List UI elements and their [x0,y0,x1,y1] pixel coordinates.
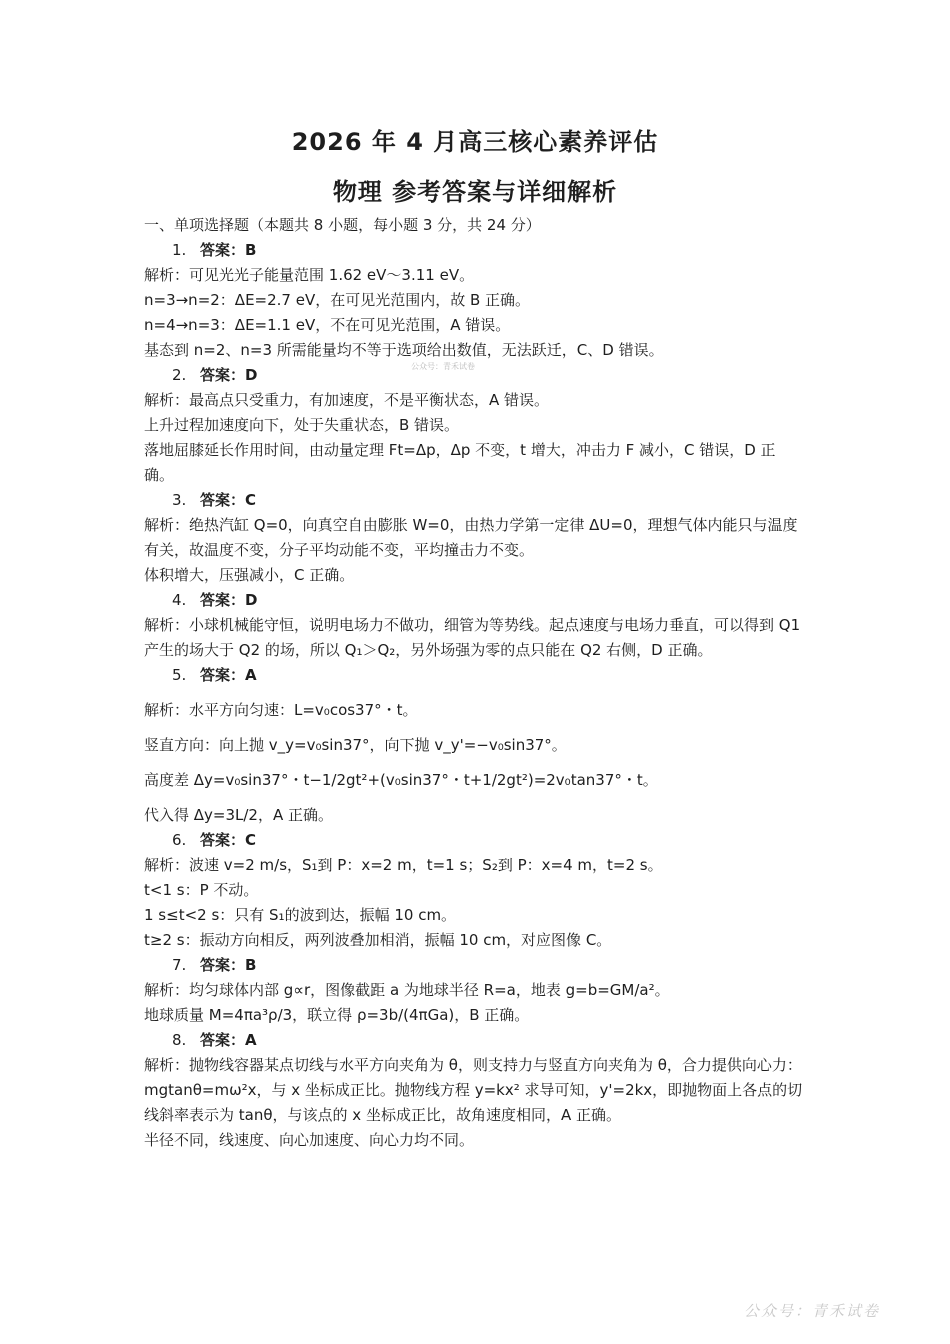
explanation-line: 上升过程加速度向下，处于失重状态，B 错误。 [144,416,460,434]
answer-label: 答案：D [200,591,258,609]
explanation-line: 解析：水平方向匀速：L=v₀cos37°・t。 [144,701,418,719]
explanation-line: 半径不同，线速度、向心加速度、向心力均不同。 [144,1131,475,1149]
answer-line-q7 [144,953,804,978]
explanation-line: 代入得 Δy=3L/2，A 正确。 [144,806,334,824]
answer-label: 答案：C [200,491,257,509]
answer-line-q3 [144,488,804,513]
answer-line-q6 [144,828,804,853]
question-number: 2. [172,366,187,384]
answer-line-q5 [144,663,804,688]
explanation-line: 基态到 n=2、n=3 所需能量均不等于选项给出数值，无法跃迁，C、D 错误。 [144,341,664,359]
explanation-line: 解析：可见光光子能量范围 1.62 eV～3.11 eV。 [144,266,475,284]
explanation-line: 体积增大，压强减小，C 正确。 [144,566,355,584]
explanation-line: 解析：均匀球体内部 g∝r，图像截距 a 为地球半径 R=a，地表 g=b=GM/a²。 [144,981,670,999]
question-number: 7. [172,956,187,974]
watermark-small: 公众号：青禾试卷 [411,362,475,371]
explanation-line: 地球质量 M=4πa³ρ/3，联立得 ρ=3b/(4πGa)，B 正确。 [144,1006,530,1024]
answer-label: 答案：C [200,831,257,849]
answer-label: 答案：B [200,956,257,974]
question-number: 3. [172,491,187,509]
question-number: 8. [172,1031,187,1049]
explanation-line: n=4→n=3：ΔE=1.1 eV，不在可见光范围，A 错误。 [144,316,511,334]
answer-label: 答案：B [200,241,257,259]
explanation-line: 落地屈膝延长作用时间，由动量定理 Ft=Δp，Δp 不变，t 增大，冲击力 F 减小，C 错误，D 正确。 [144,441,776,484]
answer-line-q4 [144,588,804,613]
watermark-footer: 公众号：青禾试卷 [744,1302,881,1320]
explanation-line: 高度差 Δy=v₀sin37°・t−1/2gt²+(v₀sin37°・t+1/2gt²)=2v₀tan37°・t。 [144,771,658,789]
explanation-line: 解析：小球机械能守恒，说明电场力不做功，细管为等势线。起点速度与电场力垂直，可以得到 Q1 产生的场大于 Q2 的场，所以 Q₁＞Q₂，另外场强为零的点只能在 Q2 右侧，D 正确。 [144,616,801,659]
question-number: 1. [172,241,187,259]
explanation-line: 解析：最高点只受重力，有加速度，不是平衡状态，A 错误。 [144,391,550,409]
explanation-line: t<1 s：P 不动。 [144,881,259,899]
explanation-line: t≥2 s：振动方向相反，两列波叠加相消，振幅 10 cm，对应图像 C。 [144,931,612,949]
page-title: 2026 年 4 月高三核心素养评估 [291,128,659,156]
answer-line-q2 [144,363,804,388]
explanation-line: n=3→n=2：ΔE=2.7 eV，在可见光范围内，故 B 正确。 [144,291,531,309]
answer-line-q1 [144,238,804,263]
question-number: 6. [172,831,187,849]
explanation-line: 1 s≤t<2 s：只有 S₁的波到达，振幅 10 cm。 [144,906,457,924]
explanation-line: 解析：抛物线容器某点切线与水平方向夹角为 θ，则支持力与竖直方向夹角为 θ，合力提供向心力：mgtanθ=mω²x，与 x 坐标成正比。抛物线方程 y=kx² 求导可知，y'=2kx，即抛物面上各点的切线斜率表示为 tanθ，与该点的 x 坐标成正比，故角速度相同，A 正确。 [144,1056,803,1124]
section-heading: 一、单项选择题（本题共 8 小题，每小题 3 分，共 24 分） [144,216,541,234]
explanation-line: 解析：波速 v=2 m/s，S₁到 P：x=2 m，t=1 s；S₂到 P：x=4 m，t=2 s。 [144,856,663,874]
document-body [144,213,804,1153]
question-number: 4. [172,591,187,609]
page-subtitle: 物理 参考答案与详细解析 [332,178,618,206]
explanation-line: 竖直方向：向上抛 v_y=v₀sin37°，向下抛 v_y'=−v₀sin37°。 [144,736,567,754]
explanation-line: 解析：绝热汽缸 Q=0，向真空自由膨胀 W=0，由热力学第一定律 ΔU=0，理想气体内能只与温度有关，故温度不变，分子平均动能不变，平均撞击力不变。 [144,516,798,559]
answer-label: 答案：D [200,366,258,384]
question-number: 5. [172,666,187,684]
answer-label: 答案：A [200,1031,257,1049]
answer-line-q8 [144,1028,804,1053]
answer-label: 答案：A [200,666,257,684]
